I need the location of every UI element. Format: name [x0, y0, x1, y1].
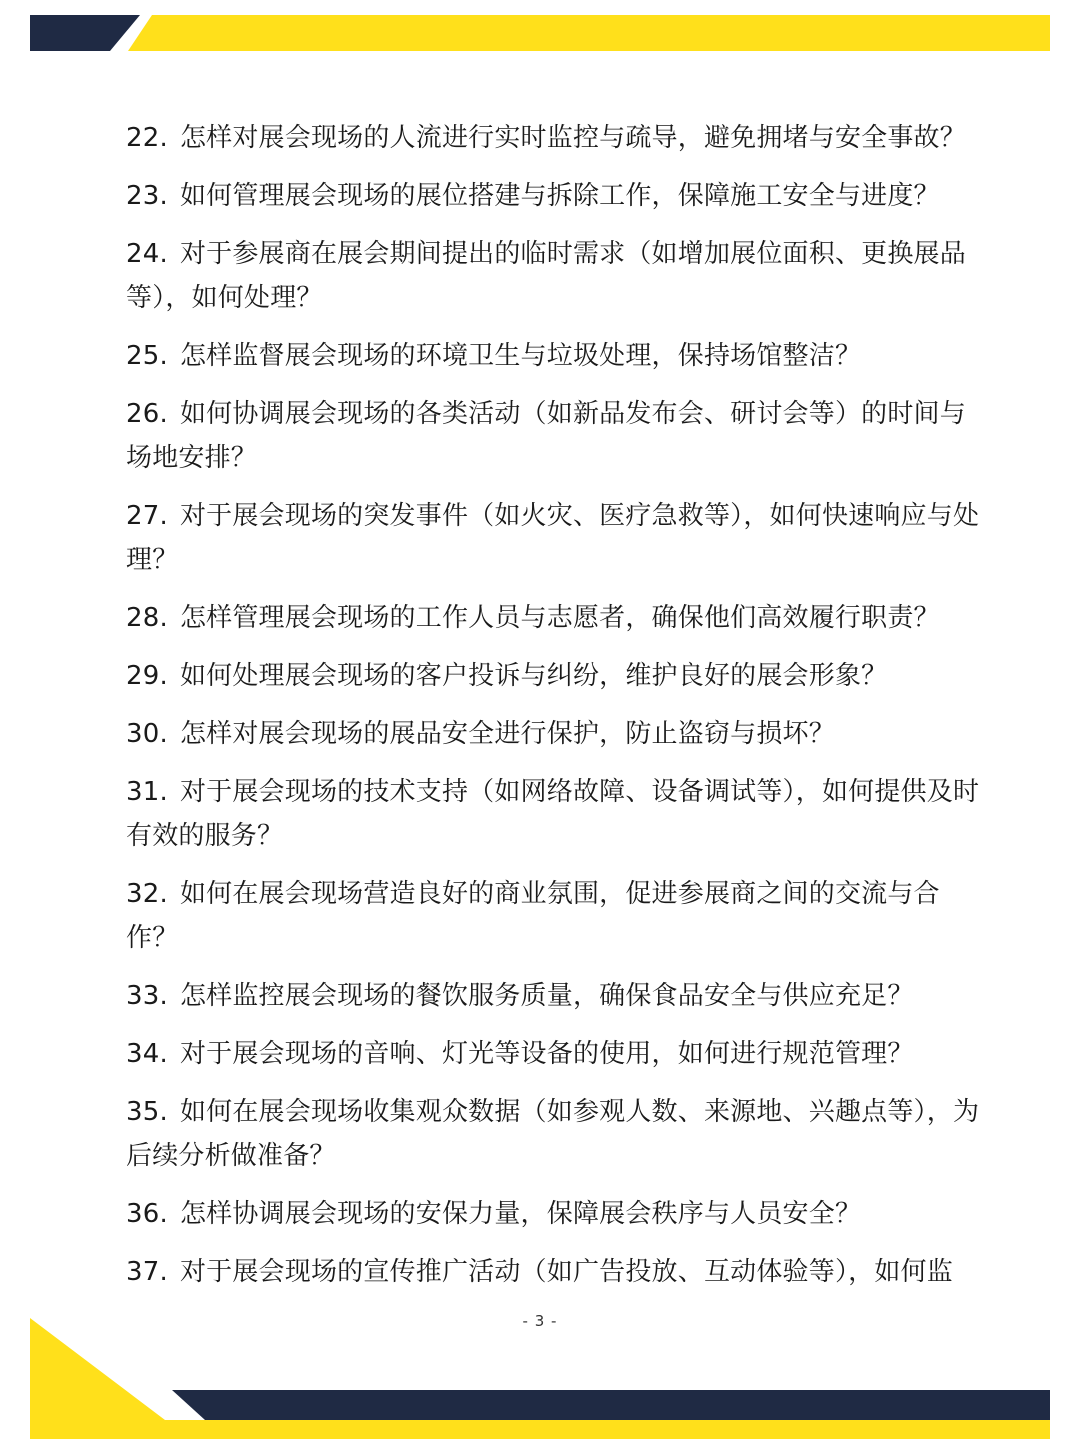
question-item [126, 494, 990, 582]
question-number: 24. [126, 239, 168, 269]
top-navy-banner [30, 15, 140, 51]
question-number: 27. [126, 501, 168, 531]
question-item [126, 596, 990, 640]
question-text: 如何协调展会现场的各类活动（如新品发布会、研讨会等）的时间与场地安排？ [126, 399, 966, 473]
question-item [126, 1090, 990, 1178]
question-text: 对于参展商在展会期间提出的临时需求（如增加展位面积、更换展品等），如何处理？ [126, 239, 966, 313]
question-item [126, 174, 990, 218]
question-item [126, 654, 990, 698]
question-text: 怎样监控展会现场的餐饮服务质量，确保食品安全与供应充足？ [179, 981, 914, 1011]
question-number: 22. [126, 123, 168, 153]
question-number: 34. [126, 1039, 168, 1069]
question-list [126, 116, 990, 1308]
question-text: 对于展会现场的技术支持（如网络故障、设备调试等），如何提供及时有效的服务？ [126, 777, 980, 851]
question-number: 32. [126, 879, 168, 909]
question-item [126, 770, 990, 858]
question-item [126, 872, 990, 960]
question-text: 对于展会现场的突发事件（如火灾、医疗急救等），如何快速响应与处理？ [126, 501, 980, 575]
question-item [126, 232, 990, 320]
question-number: 33. [126, 981, 168, 1011]
question-text: 如何在展会现场收集观众数据（如参观人数、来源地、兴趣点等），为后续分析做准备？ [126, 1097, 980, 1171]
question-text: 怎样对展会现场的展品安全进行保护，防止盗窃与损坏？ [179, 719, 835, 749]
question-number: 23. [126, 181, 168, 211]
top-yellow-banner [128, 15, 1050, 51]
question-item [126, 334, 990, 378]
bottom-navy-banner [172, 1390, 1050, 1420]
question-number: 37. [126, 1257, 168, 1287]
question-item [126, 1250, 990, 1294]
question-number: 31. [126, 777, 168, 807]
question-number: 36. [126, 1199, 168, 1229]
question-number: 29. [126, 661, 168, 691]
question-text: 怎样监督展会现场的环境卫生与垃圾处理，保持场馆整洁？ [179, 341, 862, 371]
question-number: 30. [126, 719, 168, 749]
question-item [126, 116, 990, 160]
question-item [126, 392, 990, 480]
question-text: 如何管理展会现场的展位搭建与拆除工作，保障施工安全与进度？ [179, 181, 940, 211]
question-number: 25. [126, 341, 168, 371]
question-text: 对于展会现场的宣传推广活动（如广告投放、互动体验等），如何监 [179, 1257, 953, 1287]
question-text: 怎样协调展会现场的安保力量，保障展会秩序与人员安全？ [179, 1199, 862, 1229]
question-text: 如何在展会现场营造良好的商业氛围，促进参展商之间的交流与合作？ [126, 879, 940, 953]
question-item [126, 974, 990, 1018]
question-item [126, 1032, 990, 1076]
question-text: 怎样对展会现场的人流进行实时监控与疏导，避免拥堵与安全事故？ [179, 123, 966, 153]
question-text: 对于展会现场的音响、灯光等设备的使用，如何进行规范管理？ [179, 1039, 914, 1069]
page-number: - 3 - [522, 1312, 558, 1330]
question-text: 怎样管理展会现场的工作人员与志愿者，确保他们高效履行职责？ [179, 603, 940, 633]
question-number: 28. [126, 603, 168, 633]
question-number: 35. [126, 1097, 168, 1127]
bottom-yellow-triangle [30, 1318, 1050, 1439]
question-item [126, 1192, 990, 1236]
question-item [126, 712, 990, 756]
question-number: 26. [126, 399, 168, 429]
question-text: 如何处理展会现场的客户投诉与纠纷，维护良好的展会形象？ [179, 661, 888, 691]
